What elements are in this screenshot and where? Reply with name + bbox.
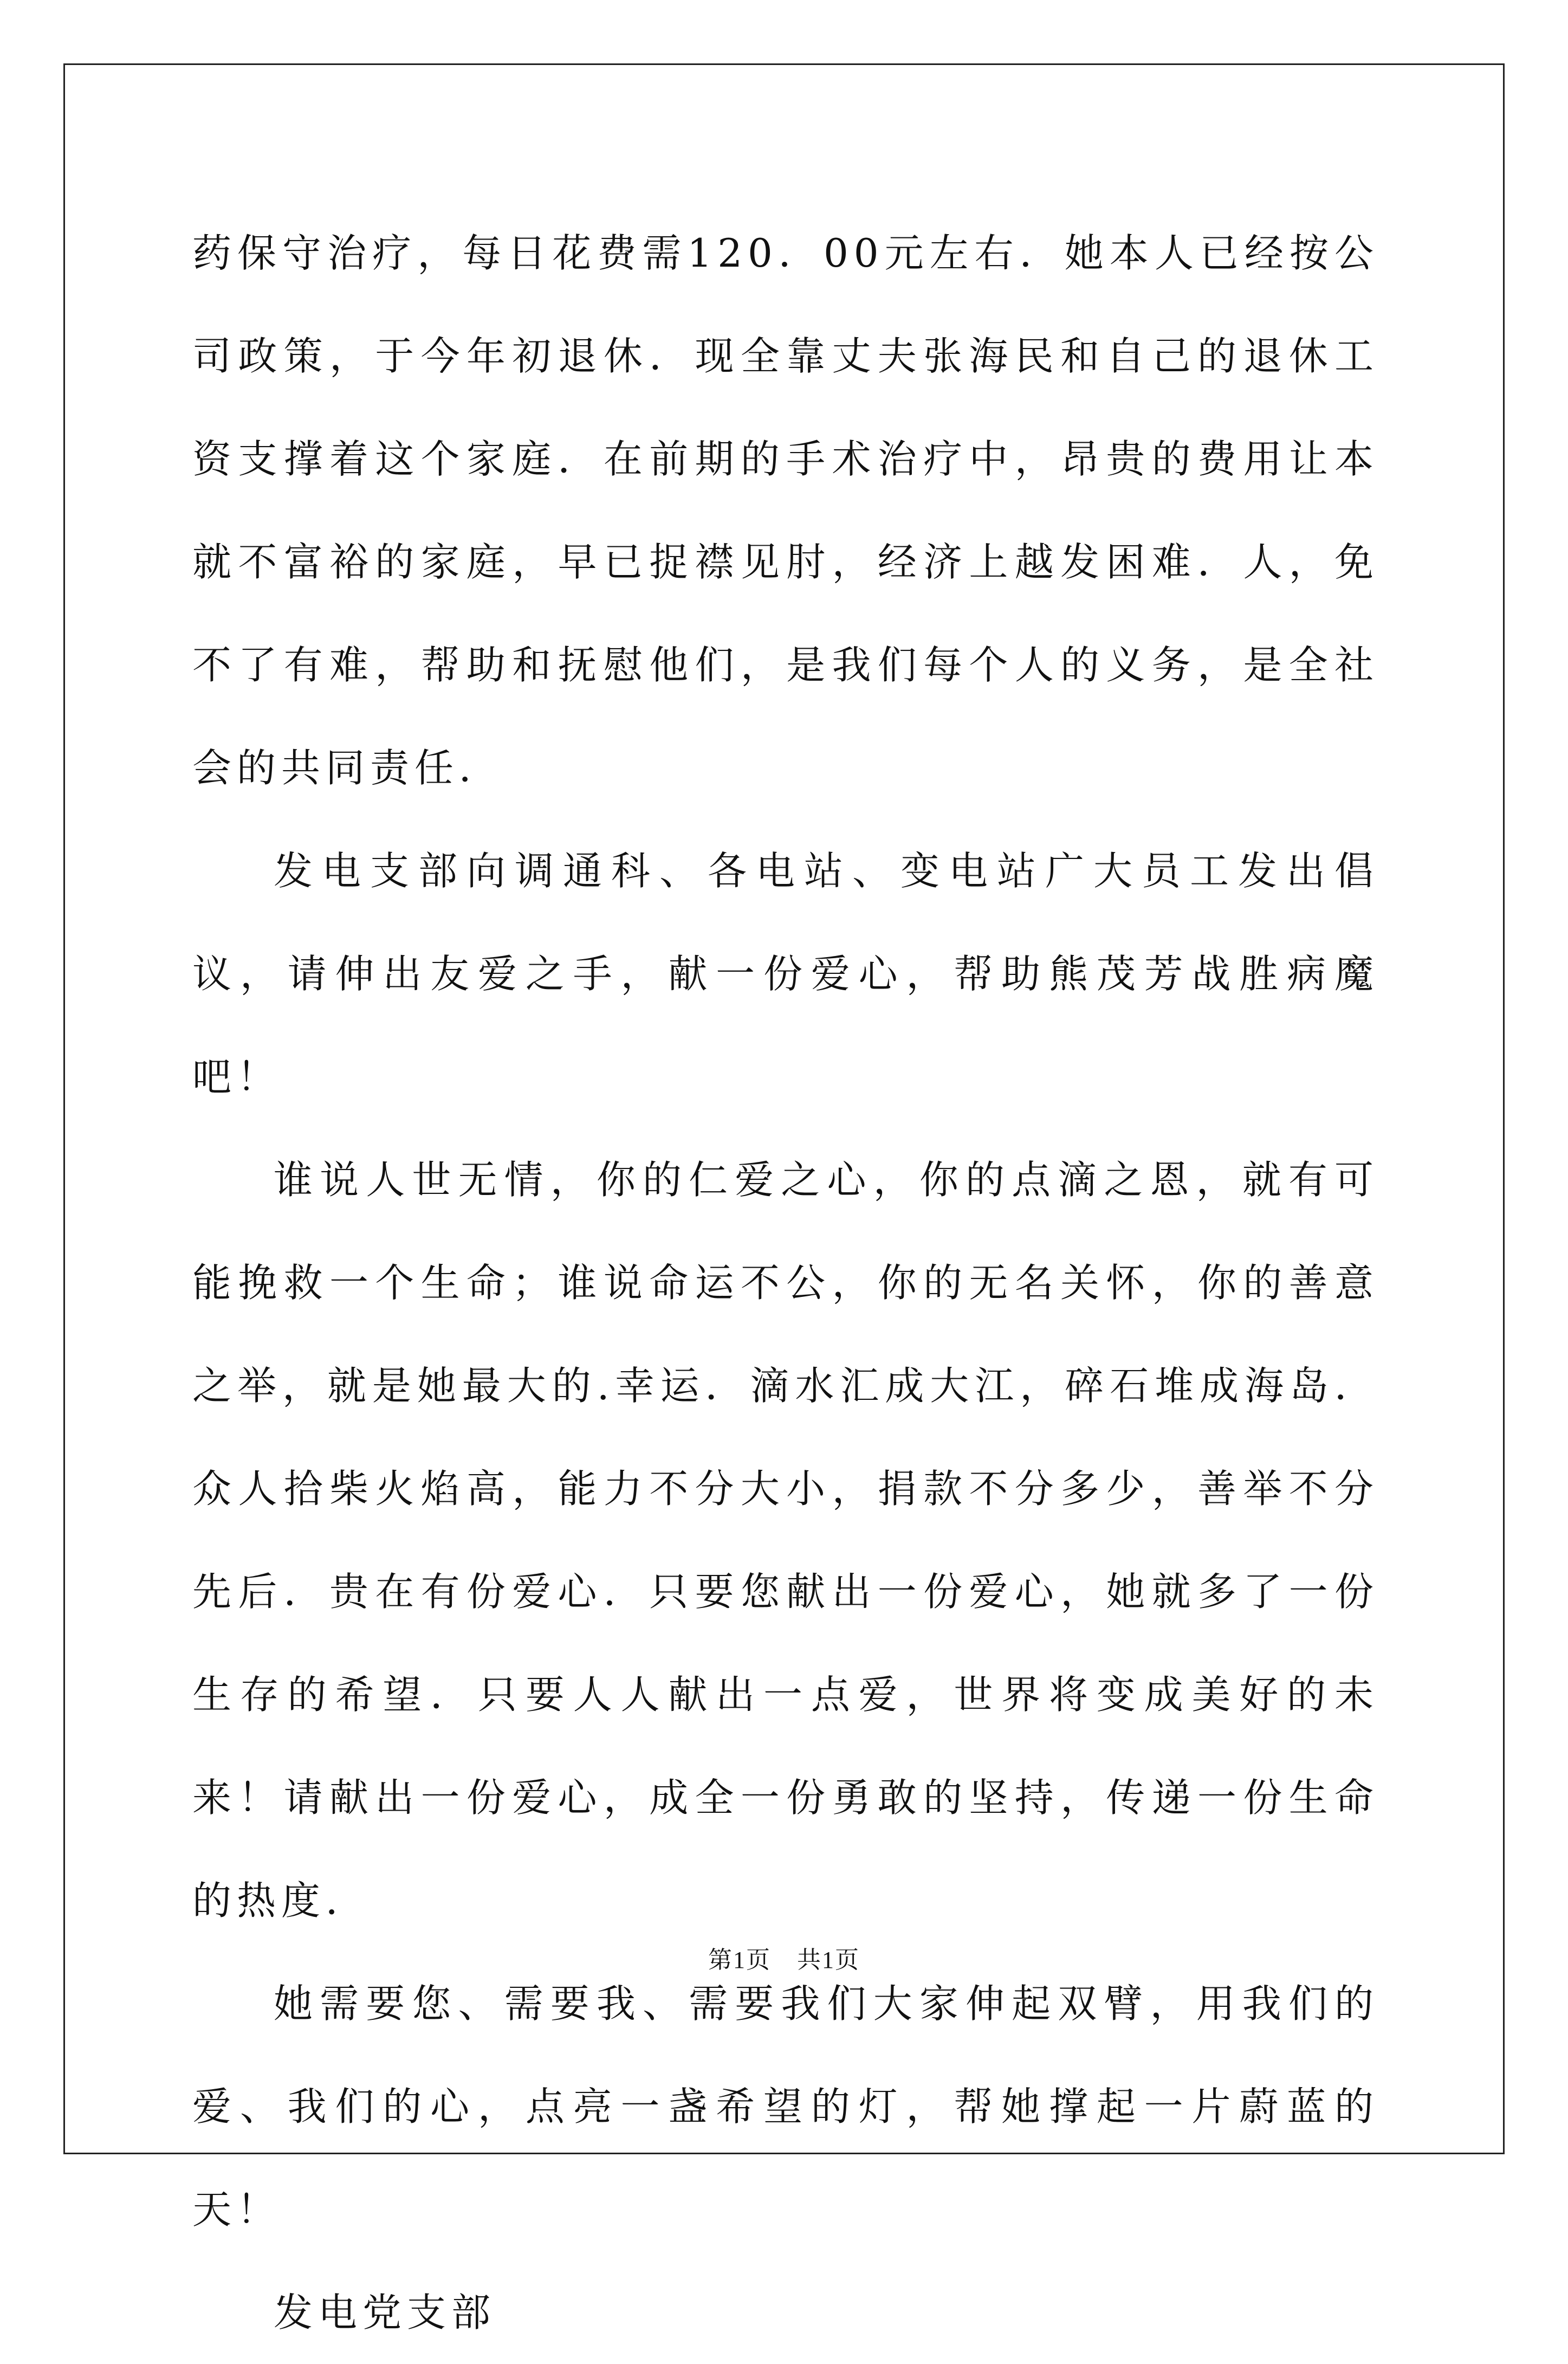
paragraph-continuation: 药保守治疗，每日花费需120．00元左右．她本人已经按公司政策，于今年初退休．现全靠丈夫张海民和自己的退休工资支撑着这个家庭．在前期的手术治疗中，昂贵的费用让本就不富裕的家庭，早已捉襟见肘，经济上越发困难．人，免不了有难，帮助和抚慰他们，是我们每个人的义务，是全社会的共同责任． bbox=[192, 230, 1379, 791]
document-body bbox=[192, 202, 1379, 2364]
page-number: 第1页 bbox=[708, 1947, 771, 1973]
paragraph-closing: 她需要您、需要我、需要我们大家伸起双臂，用我们的爱、我们的心，点亮一盏希望的灯，帮她撑起一片蔚蓝的天！ bbox=[192, 1981, 1379, 2232]
signature-organization: 发电党支部 bbox=[274, 2290, 496, 2335]
paragraph-appeal: 发电支部向调通科、各电站、变电站广大员工发出倡议，请伸出友爱之手，献一份爱心，帮助熊茂芳战胜病魔吧！ bbox=[192, 848, 1379, 1100]
paragraph-compassion: 谁说人世无情，你的仁爱之心，你的点滴之恩，就有可能挽救一个生命；谁说命运不公，你的无名关怀，你的善意之举，就是她最大的.幸运．滴水汇成大江，碎石堆成海岛．众人拾柴火焰高，能力不分大小，捐款不分多少，善举不分先后．贵在有份爱心．只要您献出一份爱心，她就多了一份生存的希望．只要人人献出一点爱，世界将变成美好的未来！请献出一份爱心，成全一份勇敢的坚持，传递一份生命的热度． bbox=[192, 1157, 1379, 1923]
page-total: 共1页 bbox=[797, 1947, 860, 1973]
page-footer bbox=[0, 1940, 1568, 1975]
